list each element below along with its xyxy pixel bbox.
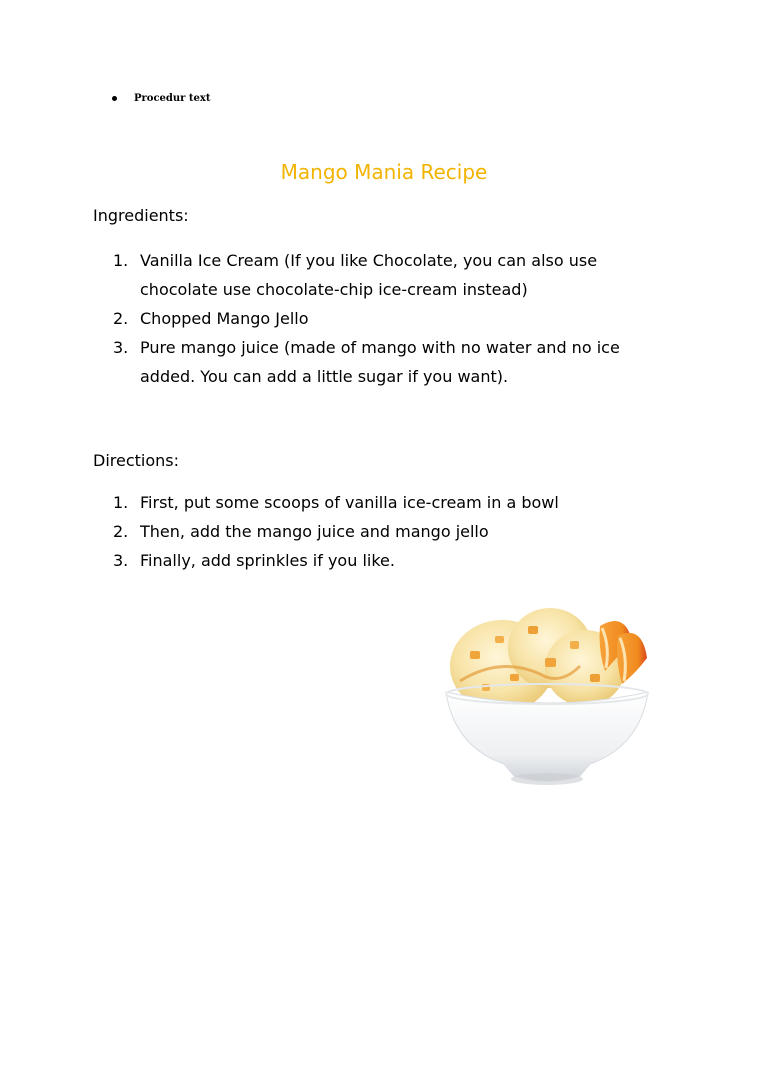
recipe-title-text: Mango Mania Recipe bbox=[280, 160, 488, 184]
list-number: 1. bbox=[113, 251, 129, 270]
list-number: 2. bbox=[113, 309, 129, 328]
ice-cream-bowl-icon bbox=[440, 596, 655, 796]
list-item bbox=[113, 246, 640, 304]
ingredients-heading: Ingredients: bbox=[93, 206, 189, 225]
list-number: 3. bbox=[113, 338, 129, 357]
ingredients-list bbox=[113, 246, 640, 391]
procedure-label: Procedur text bbox=[134, 93, 211, 104]
list-item bbox=[113, 488, 640, 517]
list-number: 2. bbox=[113, 522, 129, 541]
list-text: Pure mango juice (made of mango with no water and no ice added. You can add a little sugar if you want). bbox=[140, 338, 620, 386]
directions-list bbox=[113, 488, 640, 575]
list-text: Finally, add sprinkles if you like. bbox=[140, 551, 395, 570]
list-number: 1. bbox=[113, 493, 129, 512]
list-text: Chopped Mango Jello bbox=[140, 309, 309, 328]
recipe-title bbox=[0, 160, 768, 184]
bullet-icon bbox=[112, 96, 117, 101]
list-item bbox=[113, 333, 640, 391]
list-item bbox=[113, 517, 640, 546]
list-number: 3. bbox=[113, 551, 129, 570]
list-item bbox=[113, 304, 640, 333]
list-text: Then, add the mango juice and mango jello bbox=[140, 522, 489, 541]
procedure-bullet bbox=[112, 93, 210, 104]
directions-heading: Directions: bbox=[93, 451, 180, 470]
list-text: Vanilla Ice Cream (If you like Chocolate, you can also use chocolate use chocolate-chip ice-cream instead) bbox=[140, 251, 598, 299]
list-item bbox=[113, 546, 640, 575]
list-text: First, put some scoops of vanilla ice-cream in a bowl bbox=[140, 493, 559, 512]
